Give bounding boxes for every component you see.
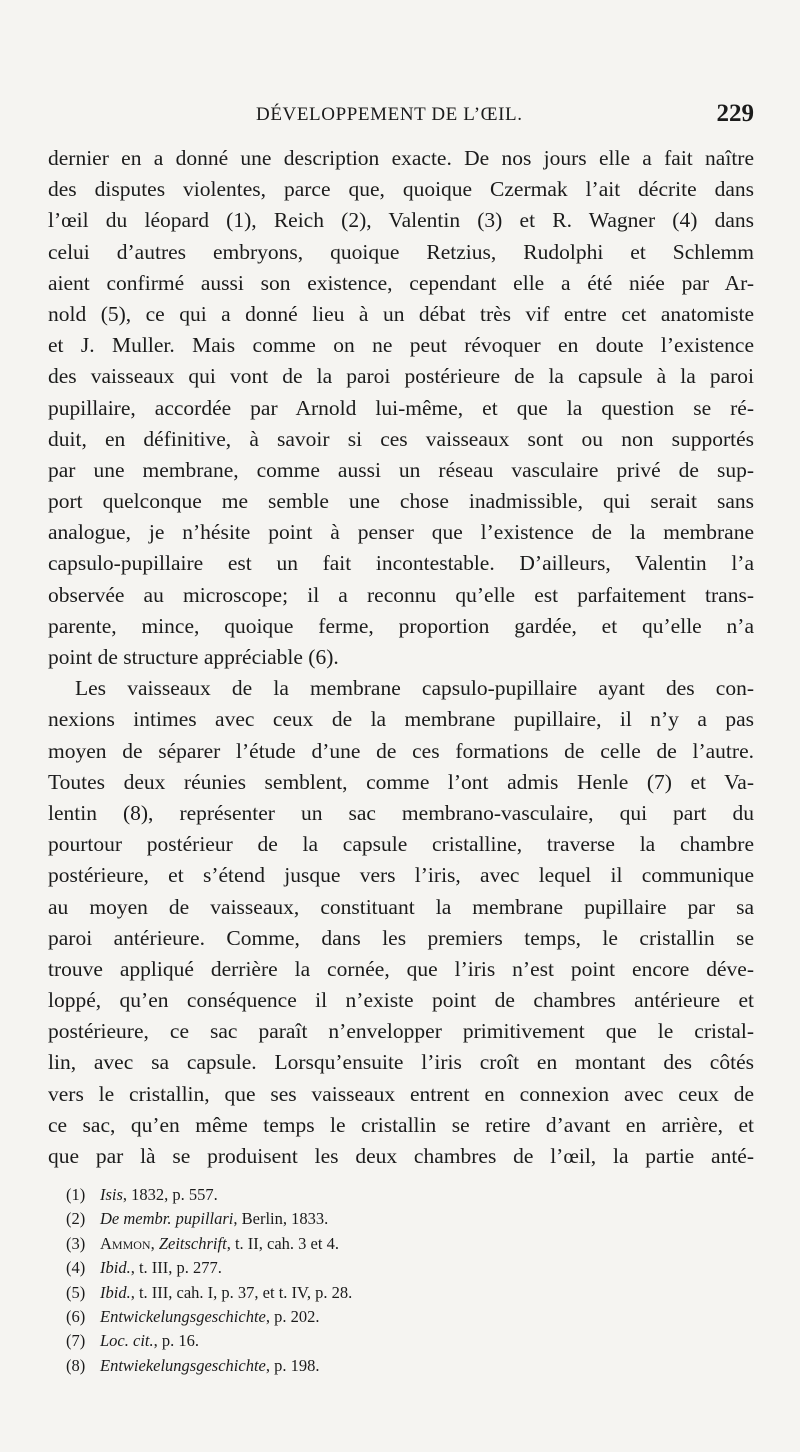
text-line: pupillaire, accordée par Arnold lui-même, et que la question se ré- [48,395,754,420]
text-line: vers le cristallin, que ses vaisseaux entrent en connexion avec ceux de [48,1081,754,1106]
footnotes [66,1183,666,1378]
text-line: nold (5), ce qui a donné lieu à un débat très vif entre cet anatomiste [48,301,754,326]
footnote-detail: , t. III, p. 277. [130,1258,222,1278]
paragraph-1 [48,143,754,673]
text-line: pourtour postérieur de la capsule cristalline, traverse la chambre [48,832,754,857]
footnote-2 [66,1207,666,1231]
footnote-source: Isis [100,1185,123,1204]
footnote-number: (5) [66,1282,86,1302]
text-line: nexions intimes avec ceux de la membrane pupillaire, il n’y a pas [48,707,754,732]
text-line: parente, mince, quoique ferme, proportion gardée, et qu’elle n’a [48,613,754,638]
running-head: DÉVELOPPEMENT DE L’ŒIL. [256,104,523,125]
footnote-detail: , Berlin, 1833. [233,1209,329,1229]
footnote-separator: , [150,1233,159,1253]
main-text [48,143,754,1172]
footnote-8 [66,1354,666,1378]
footnote-detail: , p. 16. [153,1331,199,1351]
footnote-number: (7) [66,1331,86,1351]
text-line: lin, avec sa capsule. Lorsqu’ensuite l’iris croît en montant des côtés [48,1050,754,1075]
footnote-number: (8) [66,1355,86,1375]
footnote-number: (3) [66,1233,86,1253]
text-line: celui d’autres embryons, quoique Retzius, Rudolphi et Schlemm [48,239,754,264]
footnote-4 [66,1256,666,1280]
footnote-author: Ammon [100,1233,151,1253]
footnote-detail: , t. II, cah. 3 et 4. [226,1233,339,1253]
footnote-source: Zeitschrift [158,1233,227,1253]
text-line: Les vaisseaux de la membrane capsulo-pupillaire ayant des con- [75,676,754,701]
footnote-detail: , p. 198. [265,1355,320,1375]
text-line: et J. Muller. Mais comme on ne peut révoquer en doute l’existence [48,333,754,358]
page-header [48,100,754,134]
text-line: dernier en a donné une description exacte. De nos jours elle a fait naître [48,146,754,170]
text-line: par une membrane, comme aussi un réseau vasculaire privé de sup- [48,457,754,482]
text-line: l’œil du léopard (1), Reich (2), Valentin (3) et R. Wagner (4) dans [48,208,754,233]
text-line: port quelconque me semble une chose inadmissible, qui serait sans [48,489,754,514]
text-line: postérieure, et s’étend jusque vers l’iris, avec lequel il communique [48,863,754,888]
text-line: au moyen de vaisseaux, constituant la membrane pupillaire par sa [48,894,754,919]
text-line: paroi antérieure. Comme, dans les premiers temps, le cristallin se [48,925,754,950]
footnote-source: Ibid. [100,1258,131,1278]
text-line: analogue, je n’hésite point à penser que l’existence de la membrane [48,520,754,545]
footnote-detail: , 1832, p. 557. [122,1185,218,1204]
footnote-number: (4) [66,1258,86,1278]
text-line: duit, en définitive, à savoir si ces vaisseaux sont ou non supportés [48,426,754,451]
footnote-detail: , p. 202. [265,1306,320,1326]
page-number: 229 [716,100,754,127]
footnote-source: De membr. pupillari [100,1209,234,1229]
footnote-source: Loc. cit. [100,1331,154,1351]
text-line: point de structure appréciable (6). [48,645,339,669]
footnote-source: Entwiekelungsgeschichte [100,1355,266,1375]
text-line: des disputes violentes, parce que, quoique Czermak l’ait décrite dans [48,177,754,202]
footnote-source: Entwickelungsgeschichte [100,1306,266,1326]
text-line: ce sac, qu’en même temps le cristallin se retire d’avant en arrière, et [48,1112,754,1137]
footnote-number: (1) [66,1185,86,1204]
footnote-6 [66,1305,666,1329]
footnote-1 [66,1183,666,1207]
footnote-detail: , t. III, cah. I, p. 37, et t. IV, p. 28. [130,1282,353,1302]
footnote-number: (2) [66,1209,86,1229]
footnote-7 [66,1329,666,1353]
footnote-3 [66,1232,666,1256]
text-line: des vaisseaux qui vont de la paroi postérieure de la capsule à la paroi [48,364,754,389]
footnote-5 [66,1281,666,1305]
footnote-source: Ibid. [100,1282,131,1302]
text-line: postérieure, ce sac paraît n’envelopper primitivement que le cristal- [48,1019,754,1044]
footnote-number: (6) [66,1306,86,1326]
paragraph-2 [48,673,754,1172]
text-line: trouve appliqué derrière la cornée, que l’iris n’est point encore déve- [48,956,754,981]
text-line: observée au microscope; il a reconnu qu’elle est parfaitement trans- [48,582,754,607]
text-line: loppé, qu’en conséquence il n’existe point de chambres antérieure et [48,988,754,1013]
text-line: que par là se produisent les deux chambres de l’œil, la partie anté- [48,1144,754,1168]
text-line: moyen de séparer l’étude d’une de ces formations de celle de l’autre. [48,738,754,763]
text-line: lentin (8), représenter un sac membrano-vasculaire, qui part du [48,800,754,825]
text-line: capsulo-pupillaire est un fait incontestable. D’ailleurs, Valentin l’a [48,551,754,576]
text-line: Toutes deux réunies semblent, comme l’ont admis Henle (7) et Va- [48,769,754,794]
text-line: aient confirmé aussi son existence, cependant elle a été niée par Ar- [48,270,754,295]
